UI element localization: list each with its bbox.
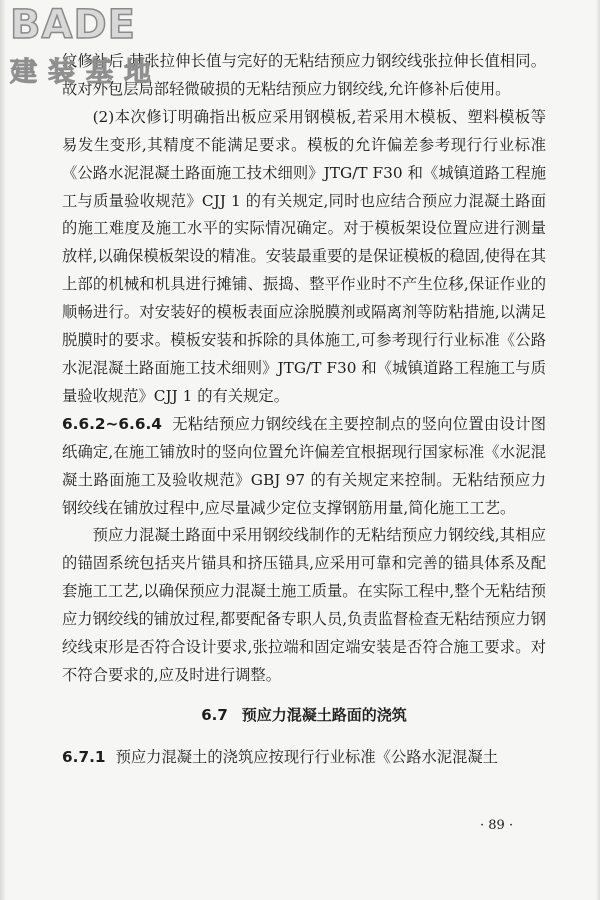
paragraph-formwork-note: (2)本次修订明确指出板应采用钢模板,若采用木模板、塑料模板等易发生变形,其精度不能满足要求。模板的允许偏差参考现行行业标准《公路水泥混凝土路面施工技术细则》JTG/T F30 和《城镇道路工程施工与质量验收规范》CJJ 1 的有关规定,同时也应结合预应力混凝土路面的施工难度及施工水平的实际情况确定。对于模板架设位置应进行测量放样,以确保模板架设的精准。安装最重要的是保证模板的稳固,使得在其上部的机械和机具进行摊铺、振捣、整平作业时不产生位移,保证作业的顺畅进行。对安装好的模板表面应涂脱膜剂或隔离剂等防粘措施,以满足脱膜时的要求。模板安装和拆除的具体施工,可参考现行行业标准《公路水泥混凝土路面施工技术细则》JTG/T F30 和《城镇道路工程施工与质量验收规范》CJJ 1 的有关规定。 [62,107,546,405]
clause-number: 6.7.1 [62,747,106,766]
paragraph-anchorage: 预应力混凝土路面中采用钢绞线制作的无粘结预应力钢绞线,其相应的锚固系统包括夹片锚具和挤压锚具,应采用可靠和完善的锚具体系及配套施工工艺,以确保预应力混凝土施工质量。在实际工程中,整个无粘结预应力钢绞线的铺放过程,都要配备专职人员,负责监督检查无粘结预应力钢绞线束形是否符合设计要求,张拉端和固定端安装是否符合施工要求。对不符合要求的,应及时进行调整。 [62,526,546,684]
page-edge-right [596,0,600,900]
clause-6-6-2 [62,411,546,523]
section-heading [62,702,546,730]
section-title: 预应力混凝土路面的浇筑 [241,705,407,724]
page-body [62,48,546,772]
clause-6-7-1 [62,744,546,772]
paragraph-continuation: 纹修补后,其张拉伸长值与完好的无粘结预应力钢绞线张拉伸长值相同。故对外包层局部轻微破损的无粘结预应力钢绞线,允许修补后使用。 [62,52,546,98]
clause-number: 6.6.2~6.6.4 [62,414,162,433]
watermark-latin-text: BADE [10,2,136,48]
page-number: · 89 · [480,818,514,833]
clause-text: 无粘结预应力钢绞线在主要控制点的竖向位置由设计图纸确定,在施工铺放时的竖向位置允许偏差宜根据现行国家标准《水泥混凝土路面施工及验收规范》GBJ 97 的有关规定来控制。无粘结预应力钢绞线在铺放过程中,应尽量减少定位支撑钢筋用量,简化施工工艺。 [62,414,546,517]
page-edge-left [0,0,6,900]
section-number: 6.7 [201,705,228,724]
clause-text: 预应力混凝土的浇筑应按现行行业标准《公路水泥混凝土 [115,747,498,766]
watermark-cjk-text: 建装基地 [10,57,162,88]
